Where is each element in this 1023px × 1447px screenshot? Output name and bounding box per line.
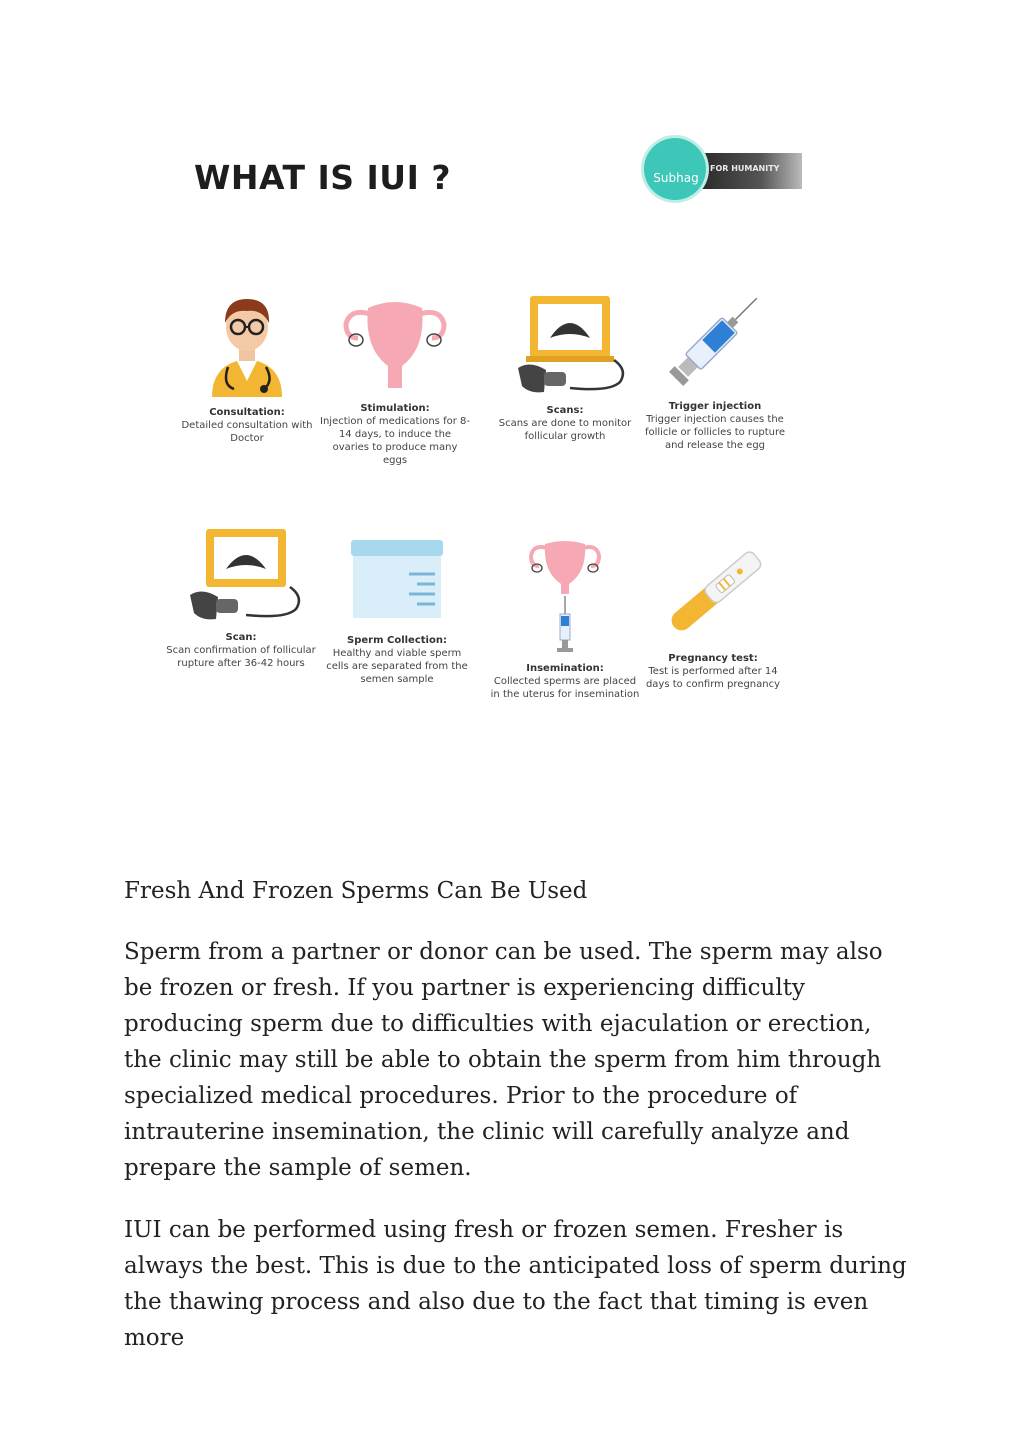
paragraph: IUI can be performed using fresh or frozen semen. Fresher is always the best. This is due to the anticipated loss of sperm during the thawing process and also due to the fact that timing is even more xyxy=(124,1217,907,1351)
syringe-icon xyxy=(650,286,780,394)
step-title: Insemination: xyxy=(526,663,604,674)
step-title: Stimulation: xyxy=(360,403,430,414)
step-description: Test is performed after 14 days to confirm pregnancy xyxy=(645,666,781,690)
logo-name: Subhag xyxy=(653,171,699,185)
infographic-title: WHAT IS IUI ? xyxy=(194,158,452,197)
step-trigger-injection xyxy=(640,286,790,452)
step-title: Consultation: xyxy=(209,407,285,418)
step-description: Scan confirmation of follicular rupture after 36-42 hours xyxy=(166,645,316,669)
step-description: Scans are done to monitor follicular growth xyxy=(498,418,632,442)
ultrasound-icon xyxy=(500,290,630,398)
subhag-logo xyxy=(638,135,808,205)
uterus-icon xyxy=(330,288,460,396)
step-insemination xyxy=(490,538,640,701)
step-title: Trigger injection xyxy=(668,401,762,412)
step-scan xyxy=(166,525,316,670)
step-description: Healthy and viable sperm cells are separated from the semen sample xyxy=(326,648,468,685)
pregnancy-test-icon xyxy=(648,542,778,646)
doctor-icon xyxy=(192,285,302,400)
step-description: Detailed consultation with Doctor xyxy=(181,420,313,444)
iui-infographic xyxy=(150,120,850,760)
step-pregnancy-test xyxy=(638,542,788,691)
step-title: Scans: xyxy=(546,405,584,416)
insemination-icon xyxy=(505,538,625,656)
step-title: Pregnancy test: xyxy=(668,653,758,664)
step-consultation xyxy=(172,285,322,445)
section-heading: Fresh And Frozen Sperms Can Be Used xyxy=(124,878,588,904)
paragraph: Sperm from a partner or donor can be used. The sperm may also be frozen or fresh. If you partner is experiencing difficulty producing sperm due to difficulties with ejaculation or erection, the clinic may still be able to obtain the sperm from him through specialized medical procedures. Prior to the procedure of intrauterine insemination, the clinic will carefully analyze and prepare the sample of semen. xyxy=(124,939,883,1181)
logo-tagline: FOR HUMANITY xyxy=(710,164,780,173)
step-description: Collected sperms are placed in the uterus for insemination xyxy=(490,676,640,700)
specimen-container-icon xyxy=(337,530,457,628)
step-title: Sperm Collection: xyxy=(347,635,447,646)
step-scans xyxy=(490,290,640,443)
step-description: Injection of medications for 8-14 days, to induce the ovaries to produce many eggs xyxy=(320,416,470,466)
article-body xyxy=(124,874,914,1382)
step-sperm-collection xyxy=(322,530,472,686)
step-stimulation xyxy=(320,288,470,467)
step-description: Trigger injection causes the follicle or follicles to rupture and release the egg xyxy=(644,414,786,451)
ultrasound-icon xyxy=(176,525,306,625)
step-title: Scan: xyxy=(225,632,257,643)
